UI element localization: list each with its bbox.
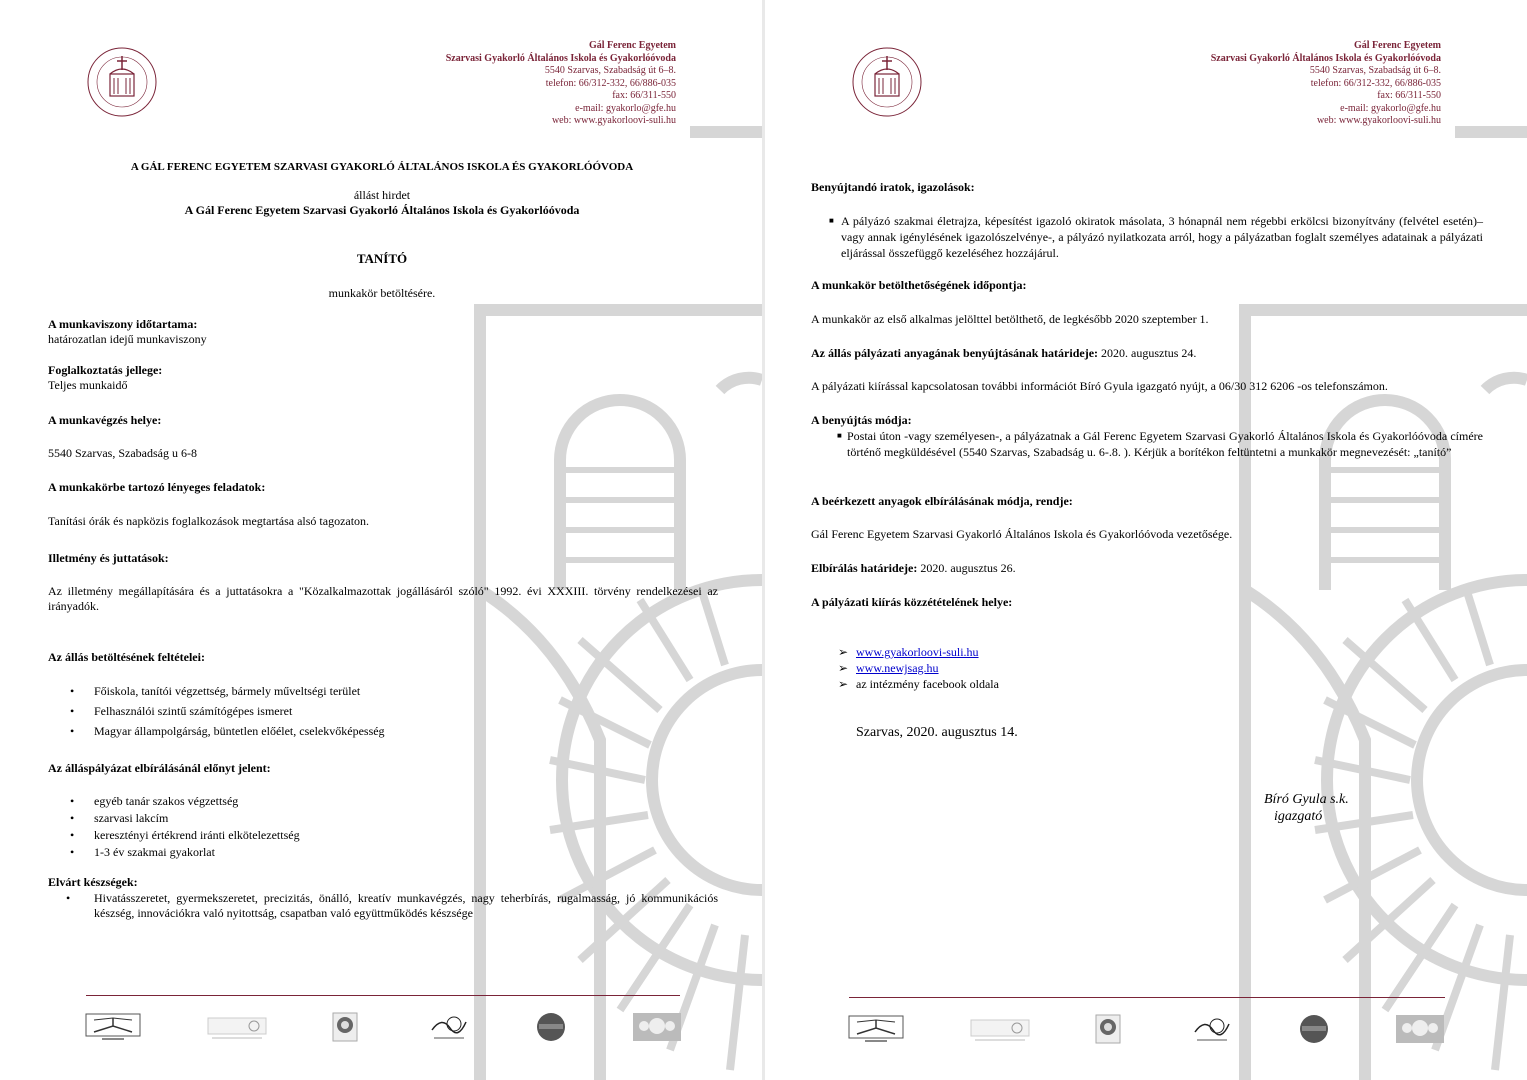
deadline-line [811, 346, 1196, 361]
publish-list [838, 644, 999, 692]
evaluation-label: A beérkezett anyagok elbírálásának módja, rendje: [811, 494, 1073, 508]
info-value: A pályázati kiírással kapcsolatosan további információt Bíró Gyula igazgató nyújt, a 06/30 312 6206 -os telefonszámon. [811, 379, 1388, 393]
employment-label: Foglalkoztatás jellege: [48, 363, 163, 377]
institution-heading: A GÁL FERENC EGYETEM SZARVASI GYAKORLÓ ÁLTALÁNOS ISKOLA ÉS GYAKORLÓÓVODA [130, 161, 634, 173]
facebook-text: az intézmény facebook oldala [856, 677, 999, 691]
letterhead-fax: fax: 66/311-550 [612, 90, 676, 101]
signature-title: igazgató [1274, 809, 1323, 824]
university-seal-icon [851, 40, 923, 130]
signature-logo-icon [1191, 1014, 1233, 1044]
letterhead-email: e-mail: gyakorlo@gfe.hu [575, 102, 676, 114]
ornament-logo-icon [632, 1012, 682, 1042]
list-item: • Magyar állampolgárság, büntetlen előélet, cselekvőképesség [48, 721, 718, 741]
duties-value: Tanítási órák és napközis foglalkozások megtartása alsó tagozaton. [48, 514, 370, 528]
list-item: • szarvasi lakcím [48, 810, 718, 827]
letterhead-address: 5540 Szarvas, Szabadság út 6–8. [544, 65, 676, 76]
footer-divider [849, 997, 1445, 998]
signature-logo-icon [428, 1012, 470, 1042]
letterhead-university: Gál Ferenc Egyetem [588, 40, 676, 51]
announces-text: állást hirdet [353, 188, 411, 202]
institution-subheading: A Gál Ferenc Egyetem Szarvasi Gyakorló Általános Iskola és Gyakorlóóvoda [184, 203, 580, 217]
square-bullet-icon: ■ [829, 216, 834, 225]
face-logo-icon [1095, 1014, 1121, 1044]
document-page-1 [0, 0, 762, 1080]
submit-block [825, 428, 1483, 460]
letterhead-web: web: www.gyakorloovi-suli.hu [1316, 115, 1441, 126]
start-value: A munkakör az első alkalmas jelölttel betölthető, de legkésőbb 2020 szeptember 1. [811, 312, 1209, 326]
square-bullet-icon: ■ [837, 431, 842, 440]
letterhead-fax: fax: 66/311-550 [1377, 90, 1441, 101]
skills-value: Hivatásszeretet, gyermekszeretet, precizitás, önálló, kreatív munkavégzés, nagy teherbírás, rugalmasság, jó kommunikációs készség, innovációkra való nyitottság, csapatban való együttműködés készsége [94, 891, 718, 920]
list-item: • 1-3 év szakmai gyakorlat [48, 844, 718, 861]
employment-value: Teljes munkaidő [48, 378, 128, 392]
round-logo-icon [1297, 1014, 1331, 1044]
letterhead-school: Szarvasi Gyakorló Általános Iskola és Gyakorlóóvoda [445, 52, 676, 64]
document-page-2 [765, 0, 1527, 1080]
submit-label: A benyújtás módja: [811, 413, 912, 427]
letterhead [1211, 40, 1441, 128]
documents-value: A pályázó szakmai életrajza, képesítést igazoló okiratok másolata, 3 hónapnál nem régebbi erkölcsi bizonyítvány (felvétel esetén)– vagy annak igénylésének igazolószelvénye-, a pályázó nyilatkozata arról, hogy a pályázatban foglalt személyes adatainak a pályázati eljárással összefüggő kezeléséhez hozzájárul. [841, 214, 1483, 260]
eval-deadline-line [811, 561, 1016, 576]
list-item [838, 676, 999, 692]
letterhead-phone: telefon: 66/312-332, 66/886-035 [1310, 77, 1441, 89]
letterhead-phone: telefon: 66/312-332, 66/886-035 [545, 77, 676, 89]
list-item: • egyéb tanár szakos végzettség [48, 793, 718, 810]
place-label: A munkavégzés helye: [48, 413, 162, 427]
list-item: • Főiskola, tanítói végzettség, bármely műveltségi terület [48, 681, 718, 701]
list-item[interactable] [838, 644, 999, 660]
salary-value: Az illetmény megállapítására és a juttatásokra a "Közalkalmazottak jogállásáról szóló" 1992. évi XXXIII. törvény rendelkezései az irányadók. [48, 584, 718, 613]
start-label: A munkakör betölthetőségének időpontja: [811, 278, 1027, 292]
advantage-label: Az álláspályázat elbírálásánál előnyt jelent: [48, 761, 271, 775]
letterhead [446, 40, 676, 128]
conditions-list [48, 681, 718, 741]
ornament-logo-icon [1395, 1014, 1445, 1044]
publish-label: A pályázati kiírás közzétételének helye: [811, 595, 1013, 609]
face-logo-icon [332, 1012, 358, 1042]
duties-label: A munkakörbe tartozó lényeges feladatok: [48, 480, 266, 494]
deadline-label: Az állás pályázati anyagának benyújtásának határideje: [811, 346, 1099, 360]
partner-logo-icon [206, 1014, 268, 1044]
list-item[interactable] [838, 660, 999, 676]
documents-block [811, 213, 1483, 261]
evaluation-value: Gál Ferenc Egyetem Szarvasi Gyakorló Általános Iskola és Gyakorlóóvoda vezetősége. [811, 527, 1233, 541]
bullet-icon: • [66, 891, 71, 905]
letterhead-email: e-mail: gyakorlo@gfe.hu [1340, 102, 1441, 114]
salary-label: Illetmény és juttatások: [48, 551, 169, 565]
conditions-label: Az állás betöltésének feltételei: [48, 650, 205, 664]
list-item: • keresztényi értékrend iránti elkötelezettség [48, 827, 718, 844]
place-value: 5540 Szarvas, Szabadság u 6-8 [48, 446, 197, 460]
duration-value: határozatlan idejű munkaviszony [48, 332, 207, 346]
duration-label: A munkaviszony időtartama: [48, 317, 198, 331]
arrow-bullet-icon: ➢ [838, 677, 849, 691]
letterhead-web: web: www.gyakorloovi-suli.hu [551, 115, 676, 126]
letterhead-school: Szarvasi Gyakorló Általános Iskola és Gyakorlóóvoda [1210, 52, 1441, 64]
website-link[interactable]: www.gyakorloovi-suli.hu [856, 645, 979, 659]
place-date: Szarvas, 2020. augusztus 14. [856, 725, 1018, 740]
letterhead-university: Gál Ferenc Egyetem [1353, 40, 1441, 51]
newsletter-link[interactable]: www.newjsag.hu [856, 661, 939, 675]
book-logo-icon [84, 1012, 142, 1042]
university-seal-icon [86, 40, 158, 130]
list-item: • Felhasználói szintű számítógépes ismeret [48, 701, 718, 721]
arrow-bullet-icon: ➢ [838, 645, 849, 659]
eval-deadline-value: 2020. augusztus 26. [917, 561, 1016, 575]
position-title: TANÍTÓ [356, 251, 408, 266]
skills-block [48, 891, 718, 921]
position-subtitle: munkakör betöltésére. [328, 286, 436, 300]
letterhead-address: 5540 Szarvas, Szabadság út 6–8. [1309, 65, 1441, 76]
signature-name: Bíró Gyula s.k. [1264, 792, 1349, 807]
eval-deadline-label: Elbírálás határideje: [811, 561, 918, 575]
deadline-value: 2020. augusztus 24. [1098, 346, 1197, 360]
book-logo-icon [847, 1014, 905, 1044]
footer-divider [86, 995, 680, 996]
advantages-list [48, 793, 718, 861]
submit-value: Postai úton -vagy személyesen-, a pályázatnak a Gál Ferenc Egyetem Szarvasi Gyakorló Általános Iskola és Gyakorlóóvoda címére történő megküldésével (5540 Szarvas, Szabadság u. 6-.8. ). Kérjük a borítékon feltüntetni a munkakör megnevezését: „tanító” [847, 429, 1483, 459]
arrow-bullet-icon: ➢ [838, 661, 849, 675]
skills-label: Elvárt készségek: [48, 875, 138, 889]
documents-label: Benyújtandó iratok, igazolások: [811, 180, 975, 194]
round-logo-icon [534, 1012, 568, 1042]
partner-logo-icon [969, 1016, 1031, 1046]
